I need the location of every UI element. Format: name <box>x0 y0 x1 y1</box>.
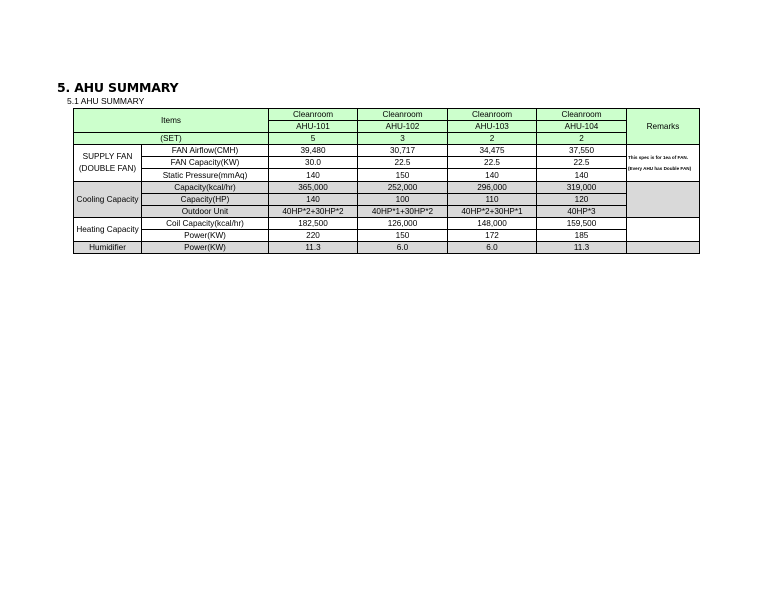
supply-fan-sublabel: (DOUBLE FAN) <box>78 163 137 173</box>
table-cell: 40HP*2+30HP*1 <box>448 205 537 217</box>
unit-name-header: AHU-103 <box>448 121 537 133</box>
table-cell: 150 <box>358 229 448 241</box>
table-cell: 140 <box>269 193 358 205</box>
unit-room-header: Cleanroom <box>448 109 537 121</box>
ahu-summary-table <box>73 108 700 254</box>
table-cell: 172 <box>448 229 537 241</box>
unit-name-header: AHU-104 <box>537 121 627 133</box>
table-cell: 159,500 <box>537 217 627 229</box>
page-title: 5. AHU SUMMARY <box>57 80 179 95</box>
item-label: Power(KW) <box>142 242 269 254</box>
item-label: Capacity(kcal/hr) <box>142 181 269 193</box>
remarks-cell <box>627 242 700 254</box>
section-subtitle: 5.1 AHU SUMMARY <box>67 96 145 106</box>
unit-room-header: Cleanroom <box>358 109 448 121</box>
table-cell: 140 <box>537 169 627 181</box>
table-cell: 110 <box>448 193 537 205</box>
item-label: Static Pressure(mmAq) <box>142 169 269 181</box>
item-label: Coil Capacity(kcal/hr) <box>142 217 269 229</box>
table-row <box>74 181 700 193</box>
table-cell: 319,000 <box>537 181 627 193</box>
table-cell: 140 <box>269 169 358 181</box>
table-cell: 148,000 <box>448 217 537 229</box>
remarks-header: Remarks <box>627 109 700 145</box>
group-label-cooling: Cooling Capacity <box>74 181 142 217</box>
table-cell: 220 <box>269 229 358 241</box>
table-cell: 22.5 <box>448 157 537 169</box>
item-label: Power(KW) <box>142 229 269 241</box>
table-row <box>74 169 700 181</box>
table-cell: 40HP*1+30HP*2 <box>358 205 448 217</box>
table-row <box>74 205 700 217</box>
table-row <box>74 109 700 121</box>
table-cell: 185 <box>537 229 627 241</box>
table-cell: 40HP*2+30HP*2 <box>269 205 358 217</box>
remarks-cell <box>627 181 700 217</box>
group-label-humidifier: Humidifier <box>74 242 142 254</box>
table-cell: 140 <box>448 169 537 181</box>
unit-name-header: AHU-102 <box>358 121 448 133</box>
group-label-supply-fan <box>74 145 142 181</box>
remarks-cell <box>627 217 700 241</box>
table-cell: 296,000 <box>448 181 537 193</box>
set-count: 2 <box>537 133 627 145</box>
remarks-note: This spec is for 1ea of FAN. (Every AHU has Double FAN) <box>627 145 700 181</box>
set-count: 5 <box>269 133 358 145</box>
table-cell: 11.3 <box>537 242 627 254</box>
table-cell: 365,000 <box>269 181 358 193</box>
table-row <box>74 229 700 241</box>
item-label: Outdoor Unit <box>142 205 269 217</box>
table-cell: 40HP*3 <box>537 205 627 217</box>
table-cell: 22.5 <box>537 157 627 169</box>
table-cell: 182,500 <box>269 217 358 229</box>
table-row <box>74 133 700 145</box>
table-row <box>74 145 700 157</box>
table-cell: 22.5 <box>358 157 448 169</box>
table-cell: 120 <box>537 193 627 205</box>
set-label: (SET) <box>74 133 269 145</box>
table-cell: 30.0 <box>269 157 358 169</box>
items-header: Items <box>74 109 269 133</box>
table-row <box>74 193 700 205</box>
table-cell: 100 <box>358 193 448 205</box>
set-count: 2 <box>448 133 537 145</box>
table-cell: 252,000 <box>358 181 448 193</box>
unit-room-header: Cleanroom <box>269 109 358 121</box>
table-row <box>74 242 700 254</box>
table-cell: 37,550 <box>537 145 627 157</box>
table-cell: 6.0 <box>448 242 537 254</box>
item-label: Capacity(HP) <box>142 193 269 205</box>
supply-fan-label: SUPPLY FAN <box>82 151 133 161</box>
unit-name-header: AHU-101 <box>269 121 358 133</box>
group-label-heating: Heating Capacity <box>74 217 142 241</box>
table-cell: 126,000 <box>358 217 448 229</box>
table-cell: 34,475 <box>448 145 537 157</box>
table-cell: 11.3 <box>269 242 358 254</box>
set-count: 3 <box>358 133 448 145</box>
table-row <box>74 217 700 229</box>
table-cell: 150 <box>358 169 448 181</box>
item-label: FAN Airflow(CMH) <box>142 145 269 157</box>
table-cell: 6.0 <box>358 242 448 254</box>
table-cell: 39,480 <box>269 145 358 157</box>
unit-room-header: Cleanroom <box>537 109 627 121</box>
table-cell: 30,717 <box>358 145 448 157</box>
table-row <box>74 157 700 169</box>
item-label: FAN Capacity(KW) <box>142 157 269 169</box>
